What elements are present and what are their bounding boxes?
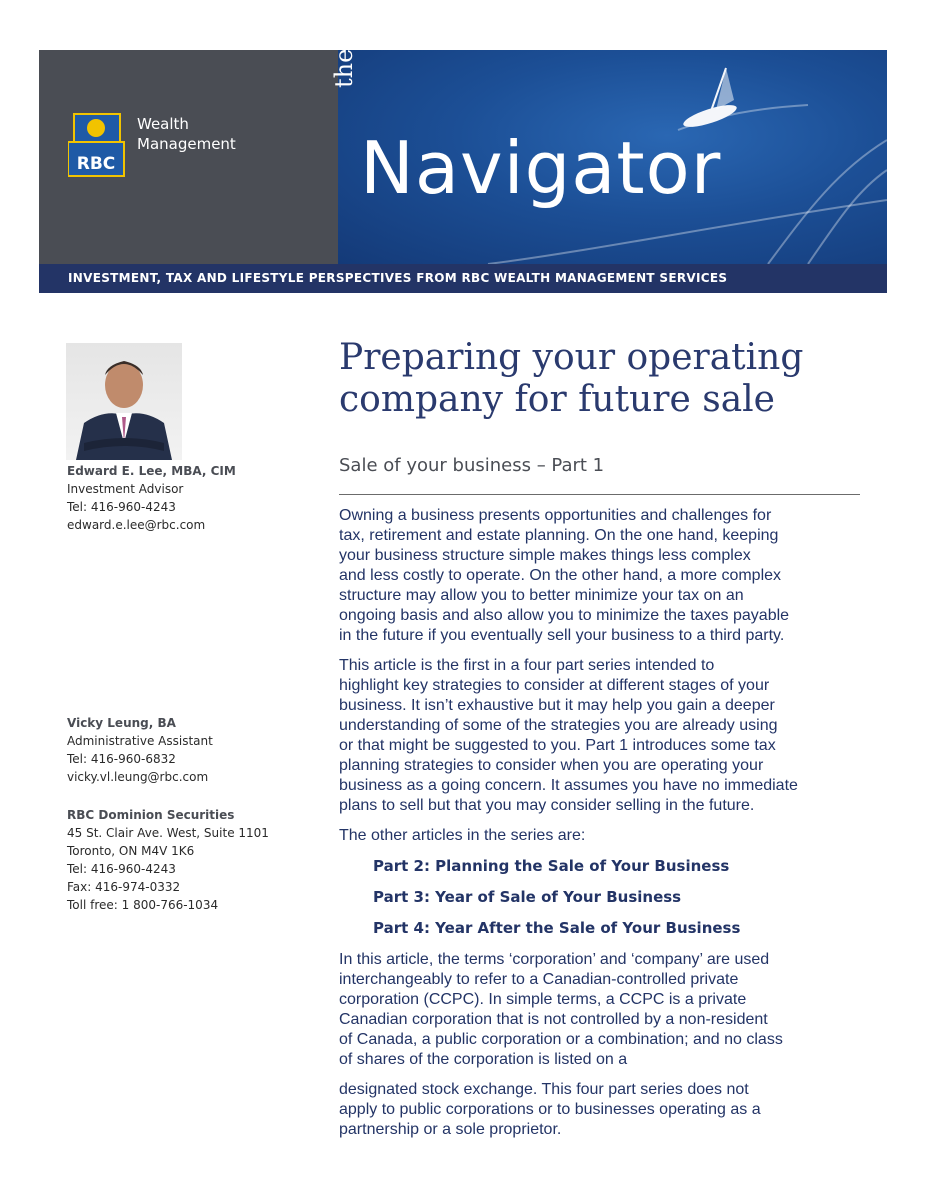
article-subtitle: Sale of your business – Part 1 — [339, 455, 605, 476]
paragraph-line: Canadian corporation that is not controlled by a non-resident — [339, 1011, 768, 1028]
series-part-4: Part 4: Year After the Sale of Your Business — [373, 919, 741, 937]
paragraph-line: your business structure simple makes things less complex — [339, 547, 751, 564]
paragraph-line: and less costly to operate. On the other hand, a more complex — [339, 567, 782, 584]
paragraph-line: or that might be suggested to you. Part 1 introduces some tax — [339, 737, 776, 754]
paragraph-line: corporation (CCPC). In simple terms, a CCPC is a private — [339, 991, 747, 1008]
paragraph-line: interchangeably to refer to a Canadian-controlled private — [339, 971, 739, 988]
advisor-email[interactable]: edward.e.lee@rbc.com — [67, 518, 206, 532]
office-tollfree: Toll free: 1 800-766-1034 — [67, 898, 219, 912]
assistant-contact — [67, 714, 213, 786]
paragraph-line: of Canada, a public corporation or a combination; and no class — [339, 1031, 783, 1048]
assistant-name: Vicky Leung, BA — [67, 716, 176, 730]
rbc-shield-logo — [68, 112, 128, 178]
advisor-photo — [66, 343, 182, 460]
advisor-tel: Tel: 416-960-4243 — [67, 500, 176, 514]
office-name: RBC Dominion Securities — [67, 808, 235, 822]
office-address-line2: Toronto, ON M4V 1K6 — [67, 844, 195, 858]
assistant-role: Administrative Assistant — [67, 734, 213, 748]
paragraph-line: This article is the first in a four part series intended to — [339, 657, 715, 674]
advisor-name: Edward E. Lee, MBA, CIM — [67, 464, 236, 478]
tagline-strip — [39, 264, 887, 293]
publication-title: Navigator — [360, 126, 722, 210]
paragraph-line: ongoing basis and also allow you to minimize the taxes payable — [339, 607, 790, 624]
paragraph-line: designated stock exchange. This four part series does not — [339, 1081, 749, 1098]
paragraph-line: planning strategies to consider when you are operating your — [339, 757, 764, 774]
advisor-role: Investment Advisor — [67, 482, 184, 496]
brand-line-wealth: Wealth — [137, 115, 189, 133]
office-tel: Tel: 416-960-4243 — [67, 862, 176, 876]
paragraph-line: in the future if you eventually sell your business to a third party. — [339, 627, 785, 644]
divider — [339, 494, 860, 495]
paragraph-line: understanding of some of the strategies you are already using — [339, 717, 778, 734]
paragraph-line: highlight key strategies to consider at different stages of your — [339, 677, 770, 694]
paragraph-series — [339, 656, 863, 816]
paragraph-line: structure may allow you to better minimize your tax on an — [339, 587, 744, 604]
paragraph-line: business as a going concern. It assumes you have no immediate — [339, 777, 798, 794]
paragraph-line: In this article, the terms ‘corporation’ and ‘company’ are used — [339, 951, 770, 968]
assistant-tel: Tel: 416-960-6832 — [67, 752, 176, 766]
title-prefix: the — [330, 48, 358, 88]
paragraph-scope — [339, 1080, 863, 1140]
paragraph-definition — [339, 950, 863, 1070]
paragraph-line: of shares of the corporation is listed on a — [339, 1051, 628, 1068]
article-title-line2: company for future sale — [339, 379, 775, 420]
tagline: INVESTMENT, TAX AND LIFESTYLE PERSPECTIVES FROM RBC WEALTH MANAGEMENT SERVICES — [68, 271, 728, 285]
brand-line-management: Management — [137, 135, 236, 153]
office-fax: Fax: 416-974-0332 — [67, 880, 181, 894]
svg-text:RBC: RBC — [76, 154, 116, 174]
paragraph-line: tax, retirement and estate planning. On the one hand, keeping — [339, 527, 779, 544]
paragraph-line: plans to sell but that you may consider selling in the future. — [339, 797, 755, 814]
series-part-2: Part 2: Planning the Sale of Your Business — [373, 857, 730, 875]
series-intro: The other articles in the series are: — [339, 827, 586, 844]
article-title-line1: Preparing your operating — [339, 337, 804, 378]
paragraph-line: apply to public corporations or to businesses operating as a — [339, 1101, 761, 1118]
assistant-email[interactable]: vicky.vl.leung@rbc.com — [67, 770, 209, 784]
paragraph-line: partnership or a sole proprietor. — [339, 1121, 562, 1138]
paragraph-intro — [339, 506, 863, 646]
paragraph-line: business. It isn’t exhaustive but it may help you gain a deeper — [339, 697, 775, 714]
brand-wordmark — [137, 114, 236, 154]
series-part-3: Part 3: Year of Sale of Your Business — [373, 888, 682, 906]
article-title — [339, 337, 879, 421]
advisor-contact — [67, 462, 236, 534]
office-address-line1: 45 St. Clair Ave. West, Suite 1101 — [67, 826, 269, 840]
office-contact — [67, 806, 269, 914]
paragraph-line: Owning a business presents opportunities and challenges for — [339, 507, 772, 524]
